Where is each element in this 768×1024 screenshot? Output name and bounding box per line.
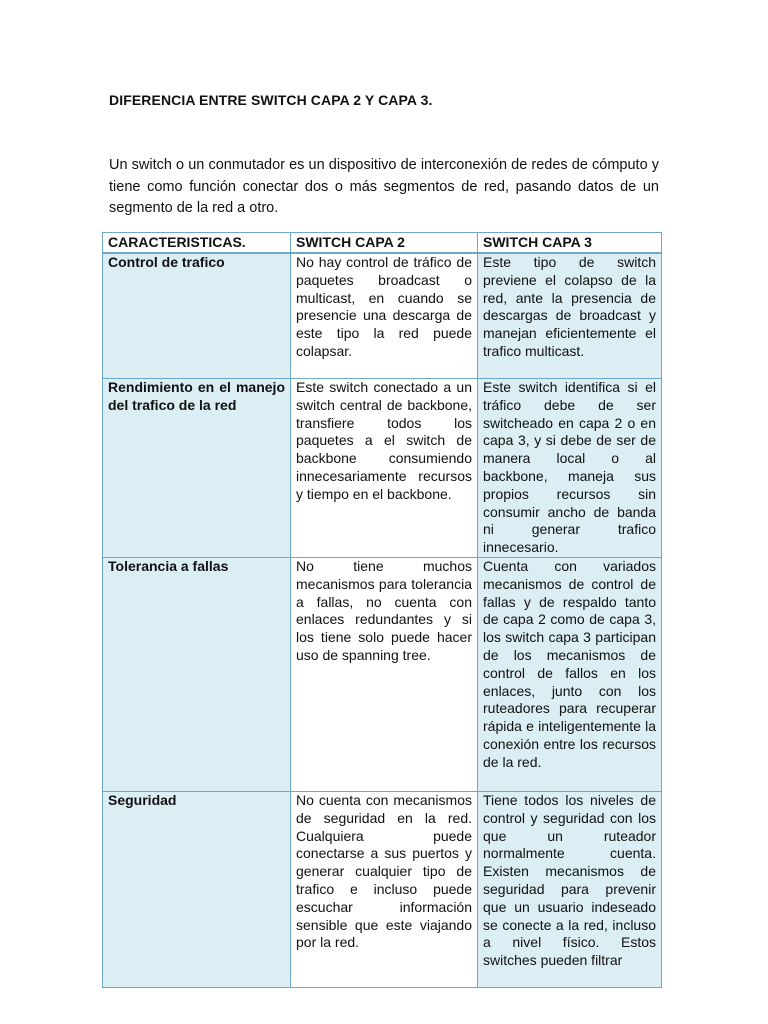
- feature-cell: Tolerancia a fallas: [103, 557, 291, 791]
- document-title: DIFERENCIA ENTRE SWITCH CAPA 2 Y CAPA 3.: [109, 92, 433, 108]
- table-header-row: [103, 233, 662, 254]
- feature-cell: Rendimiento en el manejo del trafico de la red: [103, 379, 291, 558]
- capa2-cell: No tiene muchos mecanismos para tolerancia a fallas, no cuenta con enlaces redundantes y si los tiene solo puede hacer uso de spanning tree.: [291, 557, 478, 791]
- header-switch-capa-3: SWITCH CAPA 3: [478, 233, 662, 254]
- capa2-cell: No cuenta con mecanismos de seguridad en la red. Cualquiera puede conectarse a sus puertos y generar cualquier tipo de trafico e incluso puede escuchar información sensible que este viajando por la red.: [291, 791, 478, 987]
- capa3-cell: Este tipo de switch previene el colapso de la red, ante la presencia de descargas de broadcast y manejan eficientemente el trafico multicast.: [478, 253, 662, 379]
- table-row: [103, 253, 662, 379]
- comparison-table: [102, 232, 662, 988]
- feature-cell: Control de trafico: [103, 253, 291, 379]
- table-row: [103, 791, 662, 987]
- header-caracteristicas: CARACTERISTICAS.: [103, 233, 291, 254]
- capa3-cell: Cuenta con variados mecanismos de control de fallas y de respaldo tanto de capa 2 como de capa 3, los switch capa 3 participan de los mecanismos de control de fallos en los enlaces, junto con los ruteadores para recuperar rápida e inteligentemente la conexión entre los recursos de la red.: [478, 557, 662, 791]
- table-row: [103, 379, 662, 558]
- header-switch-capa-2: SWITCH CAPA 2: [291, 233, 478, 254]
- capa2-cell: Este switch conectado a un switch central de backbone, transfiere todos los paquetes a el switch de backbone consumiendo innecesariamente recursos y tiempo en el backbone.: [291, 379, 478, 558]
- capa3-cell: Este switch identifica si el tráfico debe de ser switcheado en capa 2 o en capa 3, y si debe de ser de manera local o al backbone, maneja sus propios recursos sin consumir ancho de banda ni generar trafico innecesario.: [478, 379, 662, 558]
- table-row: [103, 557, 662, 791]
- capa3-cell: Tiene todos los niveles de control y seguridad con los que un ruteador normalmente cuenta. Existen mecanismos de seguridad para prevenir que un usuario indeseado se conecte a la red, incluso a nivel físico. Estos switches pueden filtrar: [478, 791, 662, 987]
- intro-paragraph: Un switch o un conmutador es un dispositivo de interconexión de redes de cómputo y tiene como función conectar dos o más segmentos de red, pasando datos de un segmento de la red a otro.: [109, 157, 659, 216]
- capa2-cell: No hay control de tráfico de paquetes broadcast o multicast, en cuando se presencie una descarga de este tipo la red puede colapsar.: [291, 253, 478, 379]
- feature-cell: Seguridad: [103, 791, 291, 987]
